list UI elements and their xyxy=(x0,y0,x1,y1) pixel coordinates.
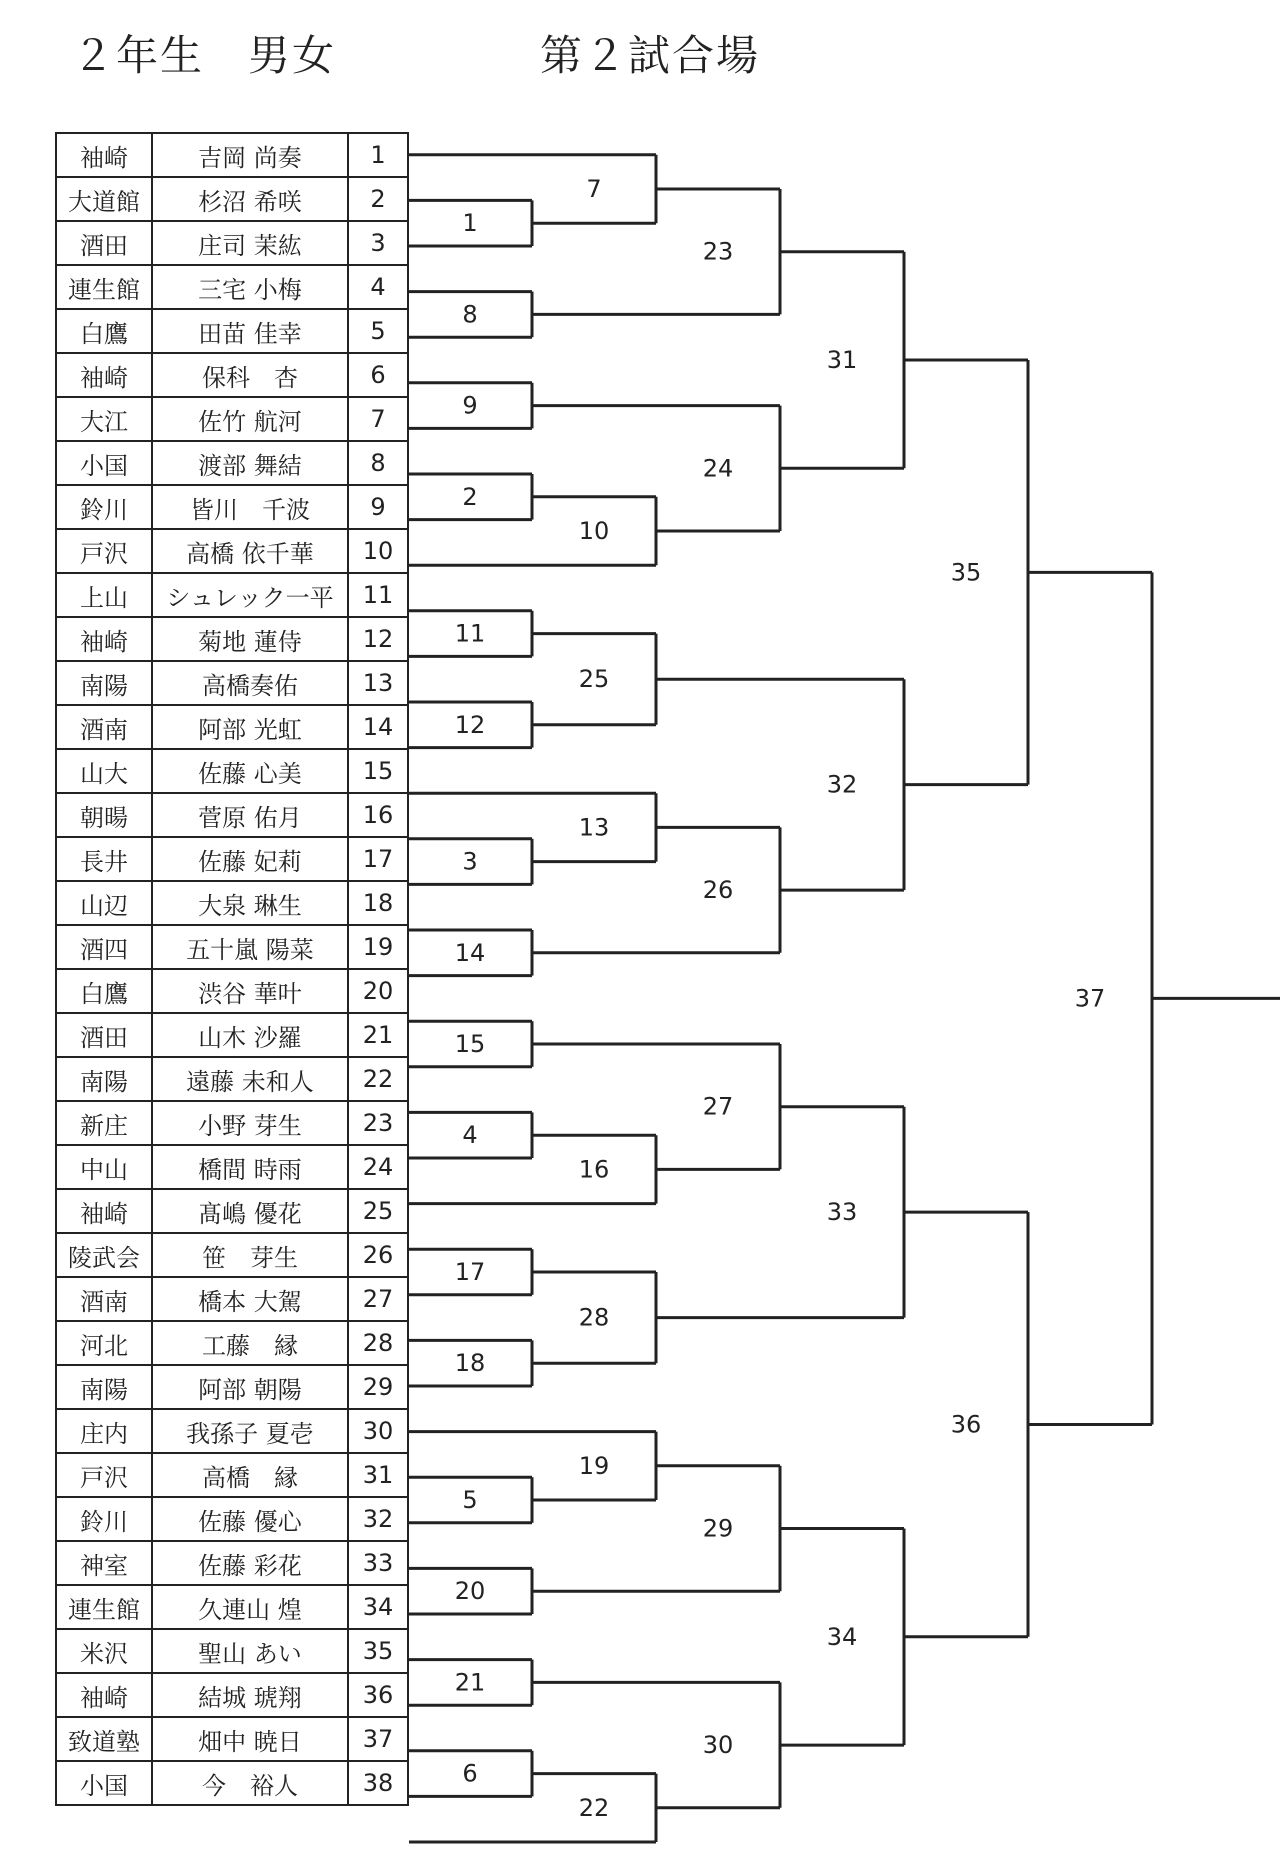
entry-number: 22 xyxy=(348,1057,408,1101)
entry-team: 酒田 xyxy=(56,221,152,265)
entry-team: 庄内 xyxy=(56,1409,152,1453)
entry-name: 笹 芽生 xyxy=(152,1233,348,1277)
entry-number: 8 xyxy=(348,441,408,485)
entry-team: 致道塾 xyxy=(56,1717,152,1761)
entry-name: 髙嶋 優花 xyxy=(152,1189,348,1233)
match-number: 35 xyxy=(950,558,982,587)
entry-number: 19 xyxy=(348,925,408,969)
entry-team: 大江 xyxy=(56,397,152,441)
entry-team: 白鷹 xyxy=(56,969,152,1013)
entry-team: 朝暘 xyxy=(56,793,152,837)
entry-team: 袖崎 xyxy=(56,617,152,661)
match-number: 15 xyxy=(454,1030,486,1058)
entry-number: 21 xyxy=(348,1013,408,1057)
entry-name: 佐竹 航河 xyxy=(152,397,348,441)
entry-number: 10 xyxy=(348,529,408,573)
entry-team: 南陽 xyxy=(56,1365,152,1409)
match-number: 30 xyxy=(702,1731,734,1760)
entry-name: 高橋奏佑 xyxy=(152,661,348,705)
match-number: 6 xyxy=(462,1759,478,1788)
match-number: 18 xyxy=(454,1349,486,1378)
entry-team: 連生館 xyxy=(56,265,152,309)
entry-number: 3 xyxy=(348,221,408,265)
match-number: 13 xyxy=(578,813,610,842)
entry-number: 26 xyxy=(348,1233,408,1277)
entry-name: シュレック一平 xyxy=(152,573,348,617)
entry-name: 保科 杏 xyxy=(152,353,348,397)
match-number: 9 xyxy=(462,391,478,420)
entry-team: 米沢 xyxy=(56,1629,152,1673)
match-number: 21 xyxy=(454,1668,486,1697)
match-number: 36 xyxy=(950,1410,982,1439)
match-number: 8 xyxy=(462,300,478,329)
entry-team: 中山 xyxy=(56,1145,152,1189)
entry-name: 山木 沙羅 xyxy=(152,1013,348,1057)
entry-team: 山辺 xyxy=(56,881,152,925)
entry-name: 畑中 暁日 xyxy=(152,1717,348,1761)
entry-name: 我孫子 夏壱 xyxy=(152,1409,348,1453)
entry-team: 大道館 xyxy=(56,177,152,221)
entry-number: 15 xyxy=(348,749,408,793)
entry-number: 6 xyxy=(348,353,408,397)
entry-name: 高橋 縁 xyxy=(152,1453,348,1497)
entry-number: 36 xyxy=(348,1673,408,1717)
match-number: 28 xyxy=(578,1303,610,1332)
entry-number: 34 xyxy=(348,1585,408,1629)
match-number: 37 xyxy=(1074,984,1106,1013)
entry-team: 酒田 xyxy=(56,1013,152,1057)
match-number: 24 xyxy=(702,454,734,483)
match-number: 33 xyxy=(826,1198,858,1227)
entry-number: 12 xyxy=(348,617,408,661)
match-number: 11 xyxy=(454,619,486,648)
entry-team: 酒南 xyxy=(56,705,152,749)
entry-name: 遠藤 未和人 xyxy=(152,1057,348,1101)
entry-number: 27 xyxy=(348,1277,408,1321)
match-number: 32 xyxy=(826,770,858,799)
entry-name: 久連山 煌 xyxy=(152,1585,348,1629)
entry-number: 33 xyxy=(348,1541,408,1585)
entry-number: 20 xyxy=(348,969,408,1013)
entry-name: 庄司 茉紘 xyxy=(152,221,348,265)
entry-team: 鈴川 xyxy=(56,1497,152,1541)
entry-name: 杉沼 希咲 xyxy=(152,177,348,221)
match-number: 1 xyxy=(462,209,478,238)
entry-name: 佐藤 妃莉 xyxy=(152,837,348,881)
entry-team: 小国 xyxy=(56,441,152,485)
entry-name: 聖山 あい xyxy=(152,1629,348,1673)
entry-team: 戸沢 xyxy=(56,529,152,573)
entry-team: 南陽 xyxy=(56,1057,152,1101)
entry-number: 31 xyxy=(348,1453,408,1497)
entry-number: 14 xyxy=(348,705,408,749)
entry-name: 阿部 朝陽 xyxy=(152,1365,348,1409)
match-number: 26 xyxy=(702,876,734,905)
entry-team: 袖崎 xyxy=(56,353,152,397)
match-number: 5 xyxy=(462,1486,478,1514)
match-number: 12 xyxy=(454,710,486,739)
entry-name: 小野 芽生 xyxy=(152,1101,348,1145)
entry-number: 37 xyxy=(348,1717,408,1761)
entry-name: 五十嵐 陽菜 xyxy=(152,925,348,969)
entry-name: 吉岡 尚奏 xyxy=(152,133,348,177)
entry-name: 工藤 縁 xyxy=(152,1321,348,1365)
entry-team: 袖崎 xyxy=(56,133,152,177)
entry-number: 24 xyxy=(348,1145,408,1189)
entry-name: 渋谷 華叶 xyxy=(152,969,348,1013)
match-number: 2 xyxy=(462,482,478,511)
entry-team: 上山 xyxy=(56,573,152,617)
match-number: 22 xyxy=(578,1793,610,1822)
match-number: 7 xyxy=(586,175,602,203)
entry-number: 23 xyxy=(348,1101,408,1145)
entry-name: 結城 琥翔 xyxy=(152,1673,348,1717)
entry-team: 陵武会 xyxy=(56,1233,152,1277)
entry-name: 橋本 大駕 xyxy=(152,1277,348,1321)
entry-name: 大泉 琳生 xyxy=(152,881,348,925)
entry-number: 5 xyxy=(348,309,408,353)
entry-team: 長井 xyxy=(56,837,152,881)
entry-name: 橋間 時雨 xyxy=(152,1145,348,1189)
match-number: 27 xyxy=(702,1092,734,1121)
entry-number: 18 xyxy=(348,881,408,925)
entry-team: 神室 xyxy=(56,1541,152,1585)
entry-number: 16 xyxy=(348,793,408,837)
match-number: 34 xyxy=(826,1622,858,1651)
match-number: 17 xyxy=(454,1258,486,1286)
entry-name: 高橋 依千華 xyxy=(152,529,348,573)
match-number: 25 xyxy=(578,665,610,694)
match-number: 29 xyxy=(702,1514,734,1543)
entry-number: 9 xyxy=(348,485,408,529)
entry-number: 28 xyxy=(348,1321,408,1365)
entry-number: 11 xyxy=(348,573,408,617)
match-number: 10 xyxy=(578,517,610,545)
entry-number: 7 xyxy=(348,397,408,441)
entry-name: 皆川 千波 xyxy=(152,485,348,529)
match-number: 23 xyxy=(702,237,734,266)
entry-number: 13 xyxy=(348,661,408,705)
event-title: ２年生 男女 xyxy=(72,31,337,80)
match-number: 31 xyxy=(826,346,858,374)
match-number: 14 xyxy=(454,938,486,967)
entry-number: 29 xyxy=(348,1365,408,1409)
match-number: 4 xyxy=(462,1121,478,1150)
entry-team: 袖崎 xyxy=(56,1673,152,1717)
entry-team: 連生館 xyxy=(56,1585,152,1629)
entry-name: 渡部 舞結 xyxy=(152,441,348,485)
entry-name: 佐藤 優心 xyxy=(152,1497,348,1541)
entry-number: 2 xyxy=(348,177,408,221)
entry-name: 佐藤 彩花 xyxy=(152,1541,348,1585)
entry-name: 阿部 光虹 xyxy=(152,705,348,749)
entry-number: 30 xyxy=(348,1409,408,1453)
court-title: 第２試合場 xyxy=(540,31,761,80)
entry-name: 菅原 佑月 xyxy=(152,793,348,837)
entry-team: 南陽 xyxy=(56,661,152,705)
entry-name: 三宅 小梅 xyxy=(152,265,348,309)
entry-team: 酒四 xyxy=(56,925,152,969)
entry-name: 今 裕人 xyxy=(152,1761,348,1805)
entry-name: 菊地 蓮侍 xyxy=(152,617,348,661)
entry-number: 38 xyxy=(348,1761,408,1805)
match-number: 20 xyxy=(454,1577,486,1606)
entry-number: 32 xyxy=(348,1497,408,1541)
entry-number: 35 xyxy=(348,1629,408,1673)
entry-name: 佐藤 心美 xyxy=(152,749,348,793)
entry-team: 新庄 xyxy=(56,1101,152,1145)
match-number: 3 xyxy=(462,847,478,876)
entry-number: 17 xyxy=(348,837,408,881)
entry-team: 河北 xyxy=(56,1321,152,1365)
match-number: 16 xyxy=(578,1155,610,1184)
entry-team: 白鷹 xyxy=(56,309,152,353)
entry-name: 田苗 佳幸 xyxy=(152,309,348,353)
entry-team: 小国 xyxy=(56,1761,152,1805)
entry-team: 袖崎 xyxy=(56,1189,152,1233)
entry-number: 25 xyxy=(348,1189,408,1233)
entry-number: 1 xyxy=(348,133,408,177)
entry-team: 戸沢 xyxy=(56,1453,152,1497)
entry-team: 鈴川 xyxy=(56,485,152,529)
entry-number: 4 xyxy=(348,265,408,309)
match-number: 19 xyxy=(578,1451,610,1480)
entry-team: 山大 xyxy=(56,749,152,793)
entry-team: 酒南 xyxy=(56,1277,152,1321)
